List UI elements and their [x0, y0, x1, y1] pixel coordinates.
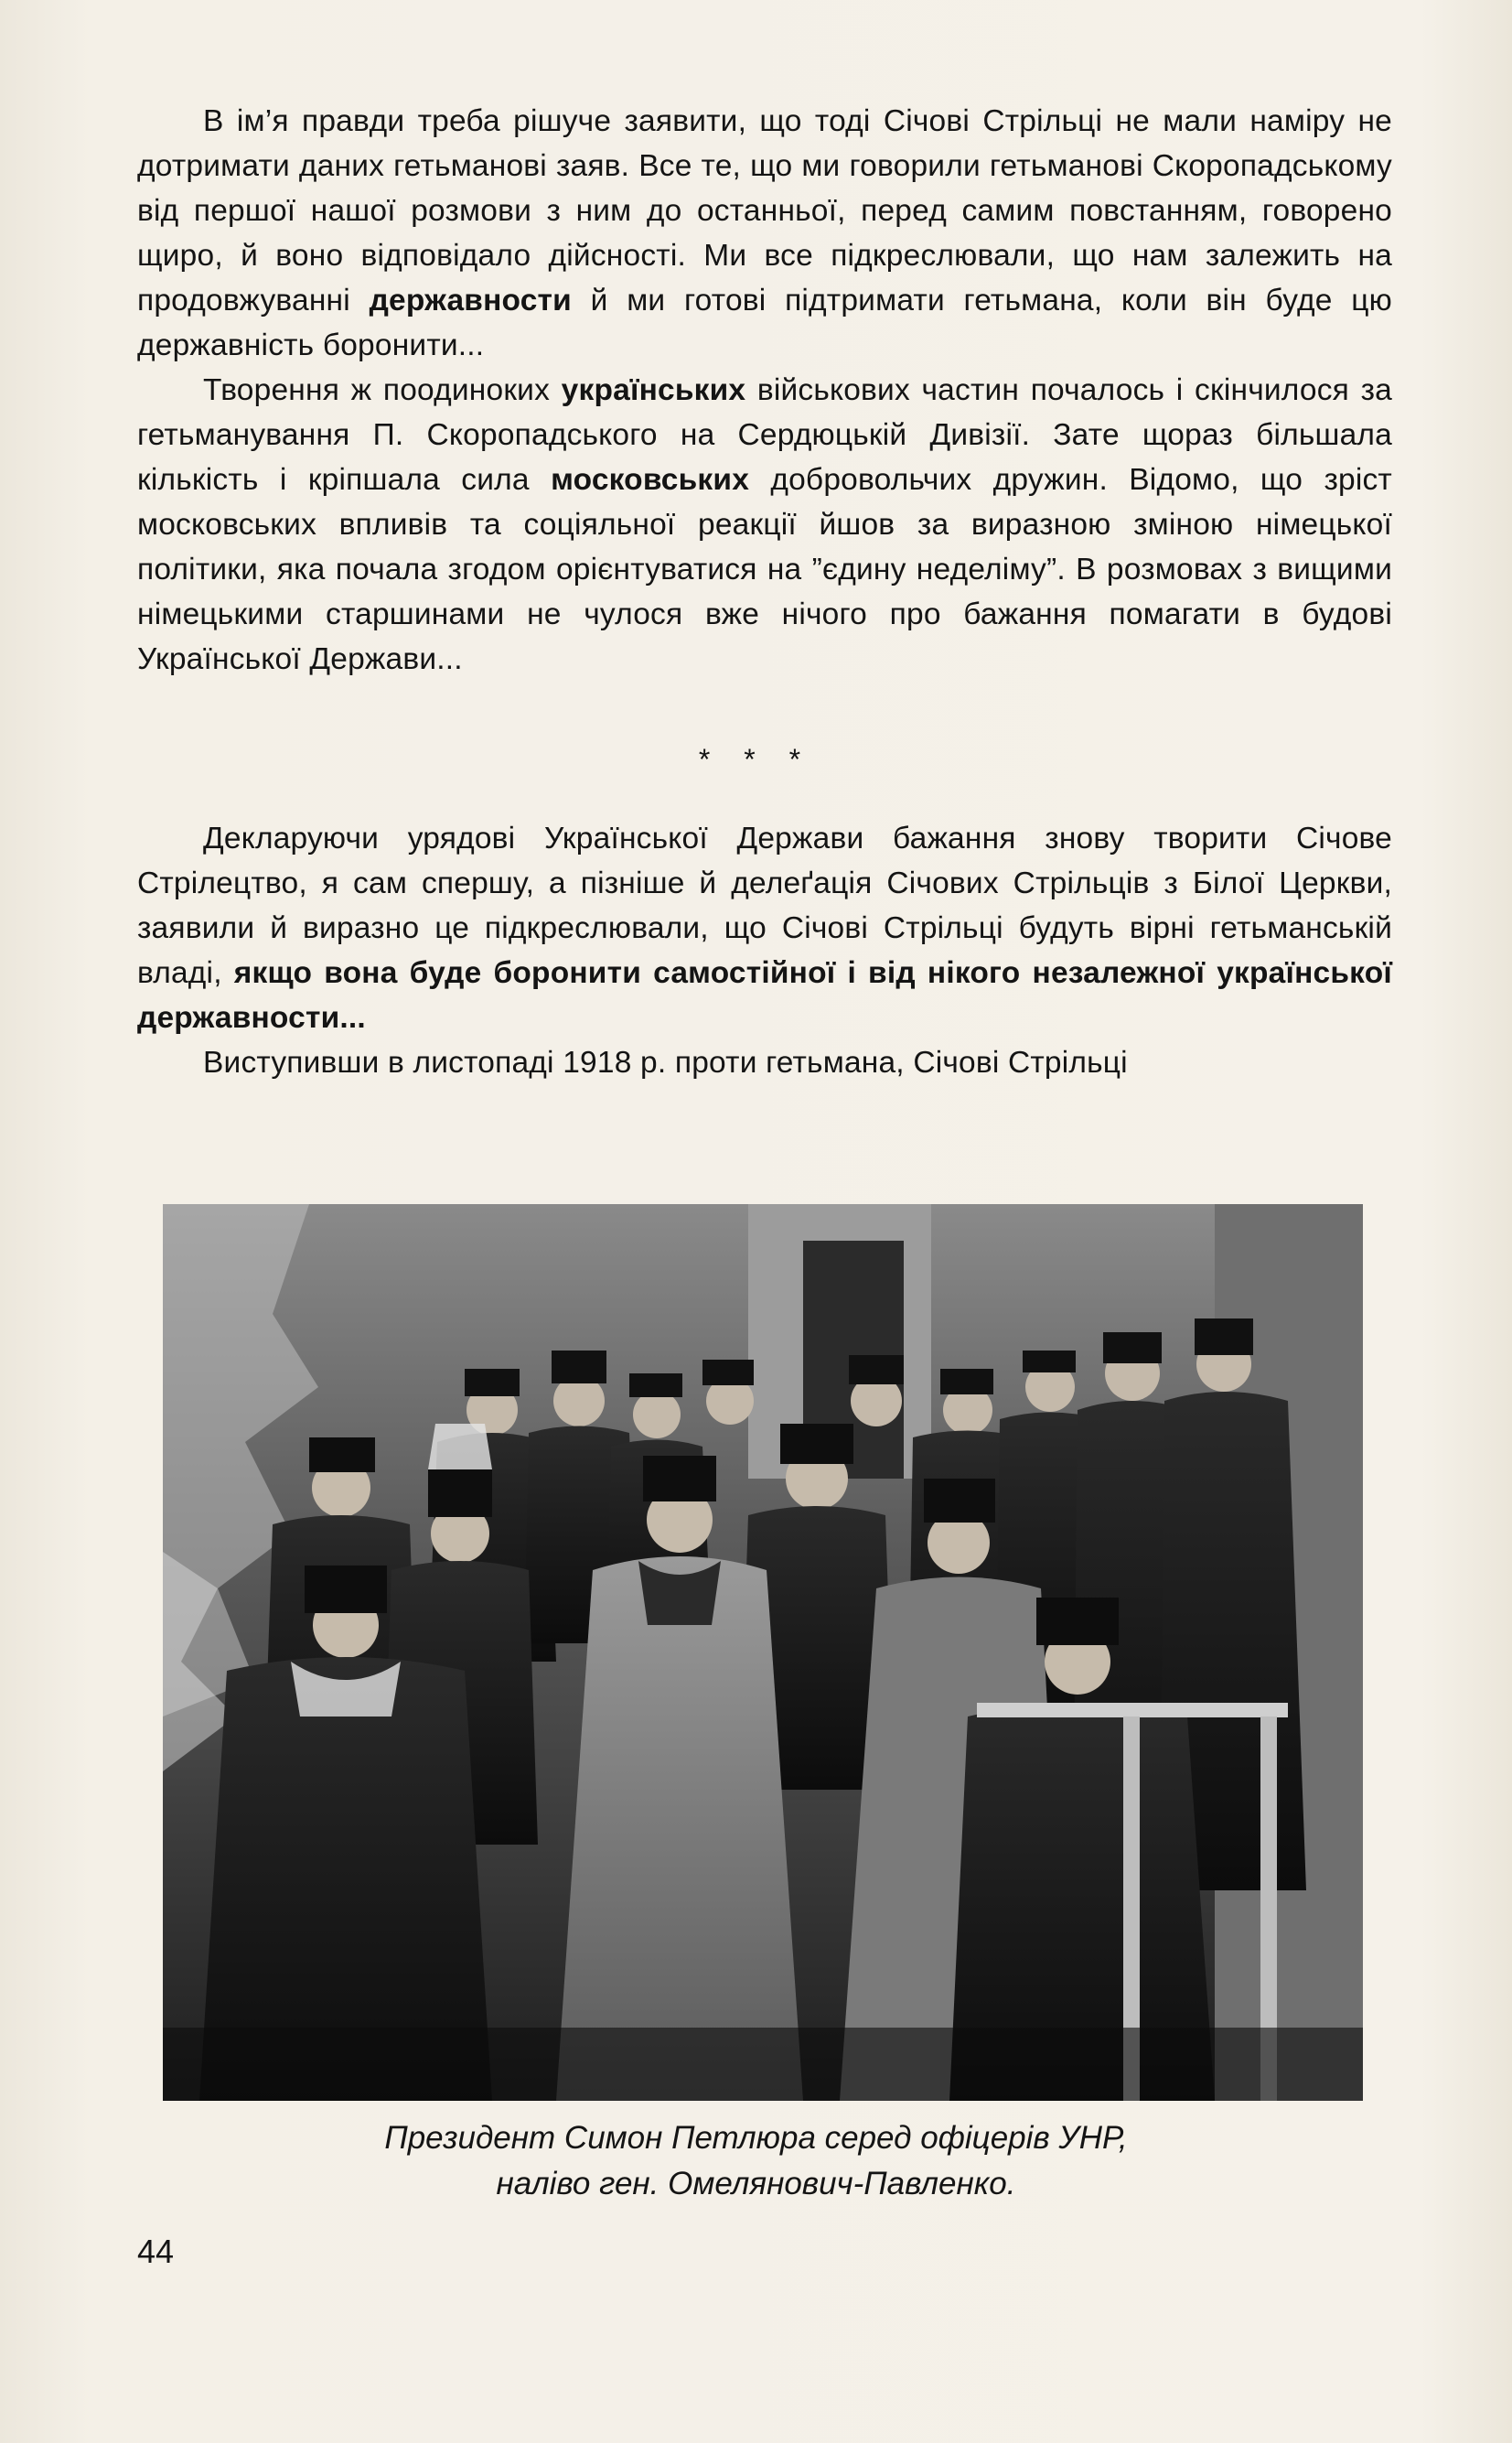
historical-photograph [163, 1204, 1363, 2101]
paragraph: Виступивши в листопаді 1918 р. проти гетьмана, Січові Стрільці [203, 1046, 1128, 1080]
bold-phrase: якщо вона буде боронити самостійної і від нікого незалежної української державности... [137, 956, 1392, 1035]
paragraph: Творення ж поодиноких українських військових частин почалось і скінчилося за гетьманування П. Скоропадського на Сердюцькій Дивізії. Зате щораз більшала кількість і кріпшала сила московських добровольчих дружин. Відомо, що зріст московських впливів та соціяльної реакції йшов за виразною зміною німецької політики, яка почала згодом орієнтуватися на ”єдину неделіму”. В розмовах з вищими німецькими старшинами не чулося вже нічого про бажання помагати в будові Української Держави... [137, 373, 1393, 676]
photo-caption-line-2: наліво ген. Омелянович-Павленко. [496, 2166, 1016, 2201]
bold-phrase: українських [561, 373, 746, 407]
text-block-top [137, 99, 1392, 682]
bold-phrase: державности [369, 284, 572, 317]
text-block-bottom [137, 816, 1392, 1085]
page-number: 44 [137, 2233, 175, 2270]
group-portrait-image [163, 1204, 1363, 2101]
section-separator: * * * [698, 743, 814, 776]
photo-caption-line-1: Президент Симон Петлюра серед офіцерів УНР, [384, 2120, 1128, 2156]
bold-phrase: московських [551, 463, 750, 497]
paragraph: В ім’я правди треба рішуче заявити, що тоді Січові Стрільці не мали наміру не дотримати даних гетьманові заяв. Все те, що ми говорили гетьманові Скоропадському від першої нашої розмови з ним до останньої, перед самим повстанням, говорено щиро, й воно відповідало дійсності. Ми все підкреслювали, що нам залежить на продовжуванні державности й ми готові підтримати гетьмана, коли він буде цю державність боронити... [137, 104, 1392, 362]
paragraph: Декларуючи урядові Української Держави бажання знову творити Січове Стрілецтво, я сам спершу, а пізніше й делеґація Січових Стрільців з Білої Церкви, заявили й виразно це підкреслювали, що Січові Стрільці будуть вірні гетьманській владі, якщо вона буде боронити самостійної і від нікого незалежної української державности... [137, 822, 1392, 1035]
